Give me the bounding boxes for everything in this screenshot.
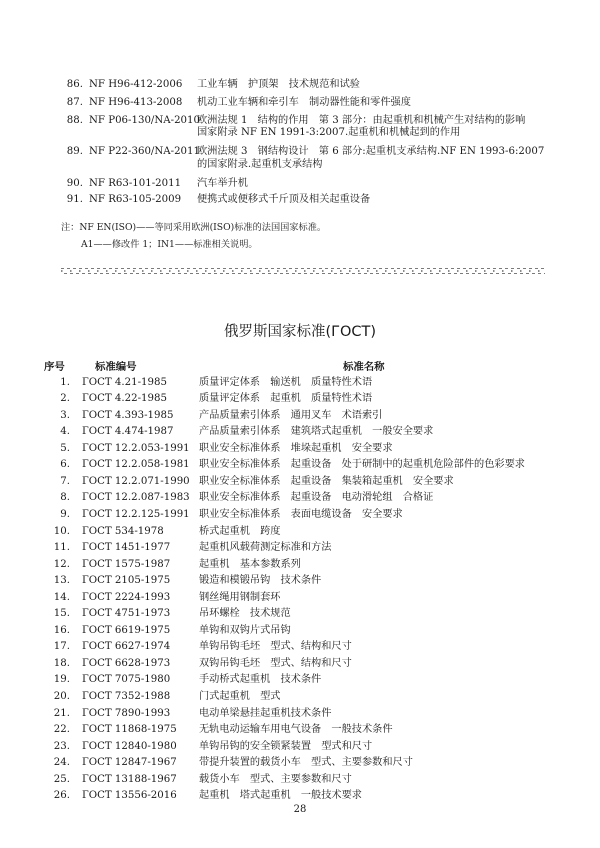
item-number: 12. [53,558,70,570]
item-number: 8. [60,492,70,504]
item-number: 21. [53,707,70,719]
standard-name: 工业车辆 护顶架 技术规范和试验 [197,79,360,90]
item-number: 10. [53,525,70,537]
standard-name: 单钩吊钩毛坯 型式、结构和尺寸 [199,641,352,653]
item-number: 4. [60,426,70,438]
standard-code: ГОСТ 4751-1973 [82,608,171,620]
item-number: 91. [66,194,83,205]
standard-name-continuation: 国家附录 NF EN 1991-3:2007.起重机和机械起到的作用 [197,127,461,138]
standard-name: 产品质量索引体系 通用叉车 术语索引 [199,409,383,421]
standard-code: ГОСТ 534-1978 [82,525,164,537]
standard-code: NF H96-413-2008 [89,97,183,108]
item-number: 86. [66,79,83,90]
standard-code: ГОСТ 7890-1993 [82,707,171,719]
item-number: 14. [53,591,70,603]
standard-code: ГОСТ 1451-1977 [82,542,171,553]
standard-name: 职业安全标准体系 起重设备 处于研制中的起重机危险部件的色彩要求 [199,459,525,471]
standard-name: 欧洲法规 1 结构的作用 第 3 部分：由起重机和机械产生对结构的影响 [197,115,526,126]
standard-code: NF P22-360/NA-2011 [89,146,200,157]
item-number: 1. [60,376,70,388]
item-number: 2. [60,393,70,405]
standard-code: ГОСТ 1575-1987 [82,558,171,570]
item-number: 17. [53,641,70,653]
item-number: 89. [66,146,83,157]
standard-code: ГОСТ 4.474-1987 [82,426,174,438]
item-number: 87. [66,97,83,108]
standard-code: ГОСТ 6628-1973 [82,657,171,669]
standard-code: ГОСТ 4.21-1985 [82,376,167,388]
standard-name: 欧洲法规 3 钢结构设计 第 6 部分:起重机支承结构.NF EN 1993-6:2007 [197,146,545,157]
item-number: 22. [53,724,70,735]
item-number: 90. [66,178,83,189]
standard-name: 单钩吊钩的安全锁紧装置 型式和尺寸 [199,740,373,752]
standard-code: ГОСТ 2224-1993 [82,591,171,603]
standard-name: 职业安全标准体系 堆垛起重机 安全要求 [199,442,393,454]
standard-name: 钢丝绳用钢制套环 [199,591,281,603]
item-number: 19. [53,674,70,686]
standard-code: ГОСТ 12.2.058-1981 [82,459,190,471]
item-number: 26. [53,790,70,802]
section-title: 俄罗斯国家标准(ГОСТ) [223,324,377,340]
standard-name: 手动桥式起重机 技术条件 [199,674,322,686]
standard-name: 电动单梁悬挂起重机技术条件 [199,707,332,719]
standard-name-continuation: 的国家附录.起重机支承结构 [197,159,323,170]
standard-name: 汽车举升机 [197,178,248,189]
item-number: 11. [53,542,70,553]
standard-name: 起重机风载荷测定标准和方法 [199,542,332,553]
item-number: 13. [53,575,70,587]
column-header-code: 标准编号 [95,361,137,373]
item-number: 88. [66,115,83,126]
page-number: 28 [293,804,307,815]
standard-name: 单钩和双钩片式吊钩 [199,624,291,636]
standard-name: 无轨电动运输车用电气设备 一般技术条件 [199,724,393,735]
standard-code: ГОСТ 7075-1980 [82,674,171,686]
standard-name: 吊环螺栓 技术规范 [199,608,291,620]
standard-name: 职业安全标准体系 起重设备 集装箱起重机 安全要求 [199,475,454,487]
standard-name: 职业安全标准体系 起重设备 电动滑轮组 合格证 [199,492,434,504]
standard-code: ГОСТ 12.2.087-1983 [82,492,190,504]
item-number: 18. [53,657,70,669]
footnote: A1——修改件 1；IN1——标准相关说明。 [81,239,258,250]
standard-name: 职业安全标准体系 表面电缆设备 安全要求 [199,508,403,520]
item-number: 24. [53,757,70,769]
standard-code: ГОСТ 12840-1980 [82,740,177,752]
standard-code: NF H96-412-2006 [89,79,183,90]
item-number: 23. [53,740,70,752]
item-number: 16. [53,624,70,636]
standard-name: 双钩吊钩毛坯 型式、结构和尺寸 [199,657,352,669]
standard-code: ГОСТ 11868-1975 [82,724,177,735]
footnote: 注：NF EN(ISO)——等同采用欧洲(ISO)标准的法国国家标准。 [61,222,327,233]
item-number: 25. [53,773,70,785]
standard-code: ГОСТ 12.2.071-1990 [82,475,190,487]
standard-name: 载货小车 型式、主要参数和尺寸 [199,773,352,785]
item-number: 15. [53,608,70,620]
standard-name: 便携式或便移式千斤顶及相关起重设备 [197,194,371,205]
standard-code: ГОСТ 6627-1974 [82,641,171,653]
standard-name: 门式起重机 型式 [199,691,281,702]
item-number: 3. [60,409,70,421]
standard-code: NF P06-130/NA-2010 [89,115,200,126]
column-header-name: 标准名称 [343,361,385,373]
item-number: 9. [60,508,70,520]
standard-code: NF R63-101-2011 [89,178,182,189]
standard-code: NF R63-105-2009 [89,194,182,205]
standard-code: ГОСТ 4.22-1985 [82,393,167,405]
standard-code: ГОСТ 6619-1975 [82,624,171,636]
standard-name: 机动工业车辆和牵引车 制动器性能和零件强度 [197,97,411,108]
standard-code: ГОСТ 7352-1988 [82,691,171,702]
standard-name: 起重机 基本参数系列 [199,558,301,570]
standard-code: ГОСТ 12.2.125-1991 [82,508,190,520]
item-number: 6. [60,459,70,471]
standard-code: ГОСТ 4.393-1985 [82,409,174,421]
standard-name: 产品质量索引体系 建筑塔式起重机 一般安全要求 [199,426,434,438]
standard-name: 起重机 塔式起重机 一般技术要求 [199,790,362,802]
standard-name: 质量评定体系 输送机 质量特性术语 [199,376,373,388]
standard-name: 桥式起重机 跨度 [199,525,281,537]
standard-code: ГОСТ 12847-1967 [82,757,177,769]
standard-code: ГОСТ 2105-1975 [82,575,171,587]
standard-name: 锻造和模锻吊钩 技术条件 [199,575,322,587]
item-number: 7. [60,475,70,487]
standard-name: 质量评定体系 起重机 质量特性术语 [199,393,373,405]
standard-code: ГОСТ 13188-1967 [82,773,177,785]
decorative-divider [61,267,545,275]
standard-code: ГОСТ 13556-2016 [82,790,177,802]
item-number: 5. [60,442,70,454]
standard-code: ГОСТ 12.2.053-1991 [82,442,190,454]
item-number: 20. [53,691,70,702]
column-header-number: 序号 [44,361,65,373]
standard-name: 带提升装置的载货小车 型式、主要参数和尺寸 [199,757,413,769]
